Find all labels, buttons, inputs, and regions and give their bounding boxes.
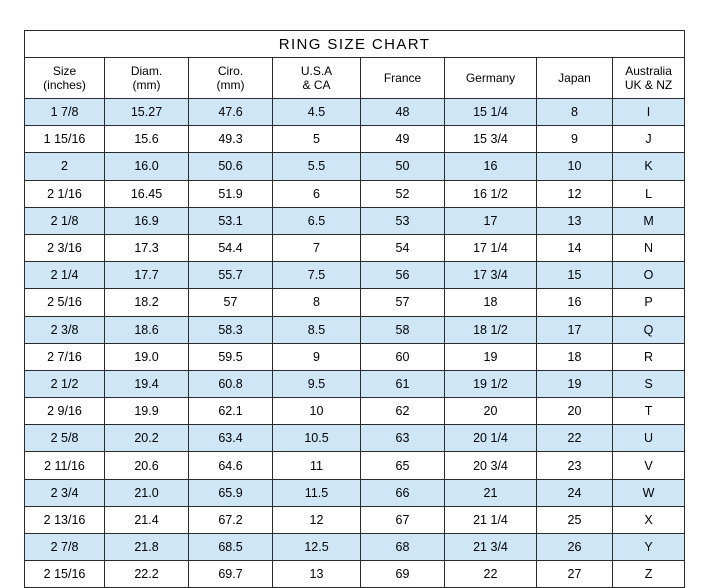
table-cell: 12 [273, 506, 361, 533]
table-row [25, 506, 685, 533]
table-cell: 2 1/16 [25, 180, 105, 207]
table-cell: 50 [361, 153, 445, 180]
column-header-australia-uk-nz [613, 58, 685, 99]
table-cell: 18 [445, 289, 537, 316]
table-cell: 5.5 [273, 153, 361, 180]
table-cell: 65.9 [189, 479, 273, 506]
table-cell: 47.6 [189, 99, 273, 126]
table-row [25, 153, 685, 180]
table-cell: 69 [361, 561, 445, 588]
table-body [25, 99, 685, 588]
table-cell: 15 3/4 [445, 126, 537, 153]
table-cell: 2 [25, 153, 105, 180]
table-cell: R [613, 343, 685, 370]
table-cell: 2 3/8 [25, 316, 105, 343]
table-cell: 17 [445, 207, 537, 234]
table-cell: 22 [445, 561, 537, 588]
table-cell: 8 [537, 99, 613, 126]
table-cell: 69.7 [189, 561, 273, 588]
table-cell: 2 3/16 [25, 234, 105, 261]
table-cell: Q [613, 316, 685, 343]
table-cell: 8.5 [273, 316, 361, 343]
table-cell: 21.4 [105, 506, 189, 533]
table-cell: I [613, 99, 685, 126]
table-cell: 19.9 [105, 398, 189, 425]
table-row [25, 425, 685, 452]
table-cell: 2 7/16 [25, 343, 105, 370]
table-cell: K [613, 153, 685, 180]
table-cell: 22 [537, 425, 613, 452]
table-cell: 67 [361, 506, 445, 533]
table-cell: 17.7 [105, 262, 189, 289]
table-cell: 51.9 [189, 180, 273, 207]
table-cell: 26 [537, 534, 613, 561]
table-cell: 17 3/4 [445, 262, 537, 289]
table-cell: 24 [537, 479, 613, 506]
table-cell: 9.5 [273, 370, 361, 397]
table-cell: 62 [361, 398, 445, 425]
table-cell: 2 9/16 [25, 398, 105, 425]
column-header-france-line1: France [383, 71, 422, 85]
table-cell: 21 3/4 [445, 534, 537, 561]
table-row [25, 398, 685, 425]
table-cell: 2 1/8 [25, 207, 105, 234]
table-cell: 63 [361, 425, 445, 452]
table-cell: U [613, 425, 685, 452]
table-cell: 2 15/16 [25, 561, 105, 588]
column-header-usa-ca [273, 58, 361, 99]
table-cell: 56 [361, 262, 445, 289]
table-cell: 48 [361, 99, 445, 126]
table-head [25, 31, 685, 99]
table-cell: 49.3 [189, 126, 273, 153]
table-cell: 68 [361, 534, 445, 561]
table-cell: 58.3 [189, 316, 273, 343]
table-cell: 8 [273, 289, 361, 316]
table-cell: S [613, 370, 685, 397]
table-cell: 50.6 [189, 153, 273, 180]
table-cell: 17 [537, 316, 613, 343]
table-row [25, 99, 685, 126]
table-cell: 2 1/4 [25, 262, 105, 289]
column-header-diameter-line1: Diam. [130, 64, 163, 78]
table-cell: L [613, 180, 685, 207]
table-cell: 7.5 [273, 262, 361, 289]
table-cell: 49 [361, 126, 445, 153]
table-row [25, 343, 685, 370]
title-row [25, 31, 685, 58]
table-cell: 15 [537, 262, 613, 289]
table-cell: 53.1 [189, 207, 273, 234]
table-cell: 18 1/2 [445, 316, 537, 343]
table-cell: 27 [537, 561, 613, 588]
table-cell: 2 7/8 [25, 534, 105, 561]
table-cell: 6 [273, 180, 361, 207]
table-cell: 2 5/16 [25, 289, 105, 316]
table-cell: 55.7 [189, 262, 273, 289]
table-cell: 18.6 [105, 316, 189, 343]
table-cell: 10 [537, 153, 613, 180]
table-cell: 15.27 [105, 99, 189, 126]
table-cell: 10 [273, 398, 361, 425]
column-header-row [25, 58, 685, 99]
table-cell: 20.6 [105, 452, 189, 479]
table-cell: 20 [445, 398, 537, 425]
table-cell: 63.4 [189, 425, 273, 452]
table-cell: 21 [445, 479, 537, 506]
column-header-usa-ca-line1: U.S.A [300, 64, 333, 78]
table-cell: 16 [537, 289, 613, 316]
table-cell: 1 15/16 [25, 126, 105, 153]
table-cell: Y [613, 534, 685, 561]
table-cell: 17.3 [105, 234, 189, 261]
table-cell: 4.5 [273, 99, 361, 126]
column-header-diameter-line2: (mm) [132, 78, 161, 92]
table-cell: 12 [537, 180, 613, 207]
table-cell: 17 1/4 [445, 234, 537, 261]
table-cell: 20 1/4 [445, 425, 537, 452]
table-cell: 19 [537, 370, 613, 397]
table-cell: 19 1/2 [445, 370, 537, 397]
table-cell: 57 [361, 289, 445, 316]
table-cell: 2 11/16 [25, 452, 105, 479]
table-cell: 15 1/4 [445, 99, 537, 126]
table-row [25, 479, 685, 506]
column-header-japan [537, 58, 613, 99]
table-cell: 21.0 [105, 479, 189, 506]
table-cell: 2 13/16 [25, 506, 105, 533]
table-cell: 57 [189, 289, 273, 316]
table-cell: 60.8 [189, 370, 273, 397]
table-cell: 20 3/4 [445, 452, 537, 479]
table-cell: 62.1 [189, 398, 273, 425]
table-cell: 9 [273, 343, 361, 370]
table-cell: 54.4 [189, 234, 273, 261]
table-cell: 66 [361, 479, 445, 506]
ring-size-chart [24, 30, 684, 588]
column-header-diameter [105, 58, 189, 99]
table-cell: M [613, 207, 685, 234]
table-cell: 67.2 [189, 506, 273, 533]
table-cell: 9 [537, 126, 613, 153]
table-cell: 16 [445, 153, 537, 180]
column-header-circumference-line1: Ciro. [217, 64, 244, 78]
table-row [25, 289, 685, 316]
table-cell: 54 [361, 234, 445, 261]
table-cell: 58 [361, 316, 445, 343]
table-row [25, 452, 685, 479]
table-cell: 10.5 [273, 425, 361, 452]
table-row [25, 180, 685, 207]
table-cell: 23 [537, 452, 613, 479]
table-cell: 20 [537, 398, 613, 425]
column-header-size [25, 58, 105, 99]
table-cell: 20.2 [105, 425, 189, 452]
column-header-germany-line1: Germany [465, 71, 516, 85]
column-header-germany [445, 58, 537, 99]
table-cell: 59.5 [189, 343, 273, 370]
table-row [25, 370, 685, 397]
table-cell: 25 [537, 506, 613, 533]
table-cell: 21.8 [105, 534, 189, 561]
table-cell: Z [613, 561, 685, 588]
table-cell: 2 3/4 [25, 479, 105, 506]
table-cell: 16.45 [105, 180, 189, 207]
table-cell: 14 [537, 234, 613, 261]
table-cell: 13 [537, 207, 613, 234]
table-cell: 22.2 [105, 561, 189, 588]
table-cell: O [613, 262, 685, 289]
table-row [25, 561, 685, 588]
column-header-size-line1: Size [52, 64, 77, 78]
table-row [25, 534, 685, 561]
column-header-circumference-line2: (mm) [216, 78, 245, 92]
table-cell: 16.9 [105, 207, 189, 234]
table-row [25, 126, 685, 153]
table-cell: N [613, 234, 685, 261]
table-row [25, 207, 685, 234]
table-cell: 2 5/8 [25, 425, 105, 452]
table-cell: 1 7/8 [25, 99, 105, 126]
column-header-france [361, 58, 445, 99]
table-cell: 18 [537, 343, 613, 370]
table-cell: 7 [273, 234, 361, 261]
column-header-australia-line2: UK & NZ [624, 78, 673, 92]
column-header-usa-ca-line2: & CA [302, 78, 331, 92]
table-cell: P [613, 289, 685, 316]
table-cell: 68.5 [189, 534, 273, 561]
table-cell: 5 [273, 126, 361, 153]
table-cell: 53 [361, 207, 445, 234]
table-cell: J [613, 126, 685, 153]
table-cell: 64.6 [189, 452, 273, 479]
table-cell: 6.5 [273, 207, 361, 234]
table-cell: T [613, 398, 685, 425]
table-cell: 18.2 [105, 289, 189, 316]
column-header-australia-line1: Australia [625, 64, 672, 78]
table-cell: 16 1/2 [445, 180, 537, 207]
table-cell: 11 [273, 452, 361, 479]
table-cell: 13 [273, 561, 361, 588]
table-cell: 19.4 [105, 370, 189, 397]
table-cell: 12.5 [273, 534, 361, 561]
column-header-size-line2: (inches) [43, 78, 86, 92]
table-cell: W [613, 479, 685, 506]
table-cell: 15.6 [105, 126, 189, 153]
table-cell: 11.5 [273, 479, 361, 506]
table-cell: V [613, 452, 685, 479]
table-cell: X [613, 506, 685, 533]
table-cell: 16.0 [105, 153, 189, 180]
table-row [25, 262, 685, 289]
table-row [25, 234, 685, 261]
table-cell: 19 [445, 343, 537, 370]
column-header-japan-line1: Japan [558, 71, 591, 85]
table-row [25, 316, 685, 343]
ring-size-table [24, 30, 685, 588]
table-cell: 60 [361, 343, 445, 370]
chart-title: RING SIZE CHART [25, 31, 685, 58]
table-cell: 2 1/2 [25, 370, 105, 397]
table-cell: 52 [361, 180, 445, 207]
table-cell: 19.0 [105, 343, 189, 370]
table-cell: 65 [361, 452, 445, 479]
table-cell: 61 [361, 370, 445, 397]
table-cell: 21 1/4 [445, 506, 537, 533]
column-header-circumference [189, 58, 273, 99]
